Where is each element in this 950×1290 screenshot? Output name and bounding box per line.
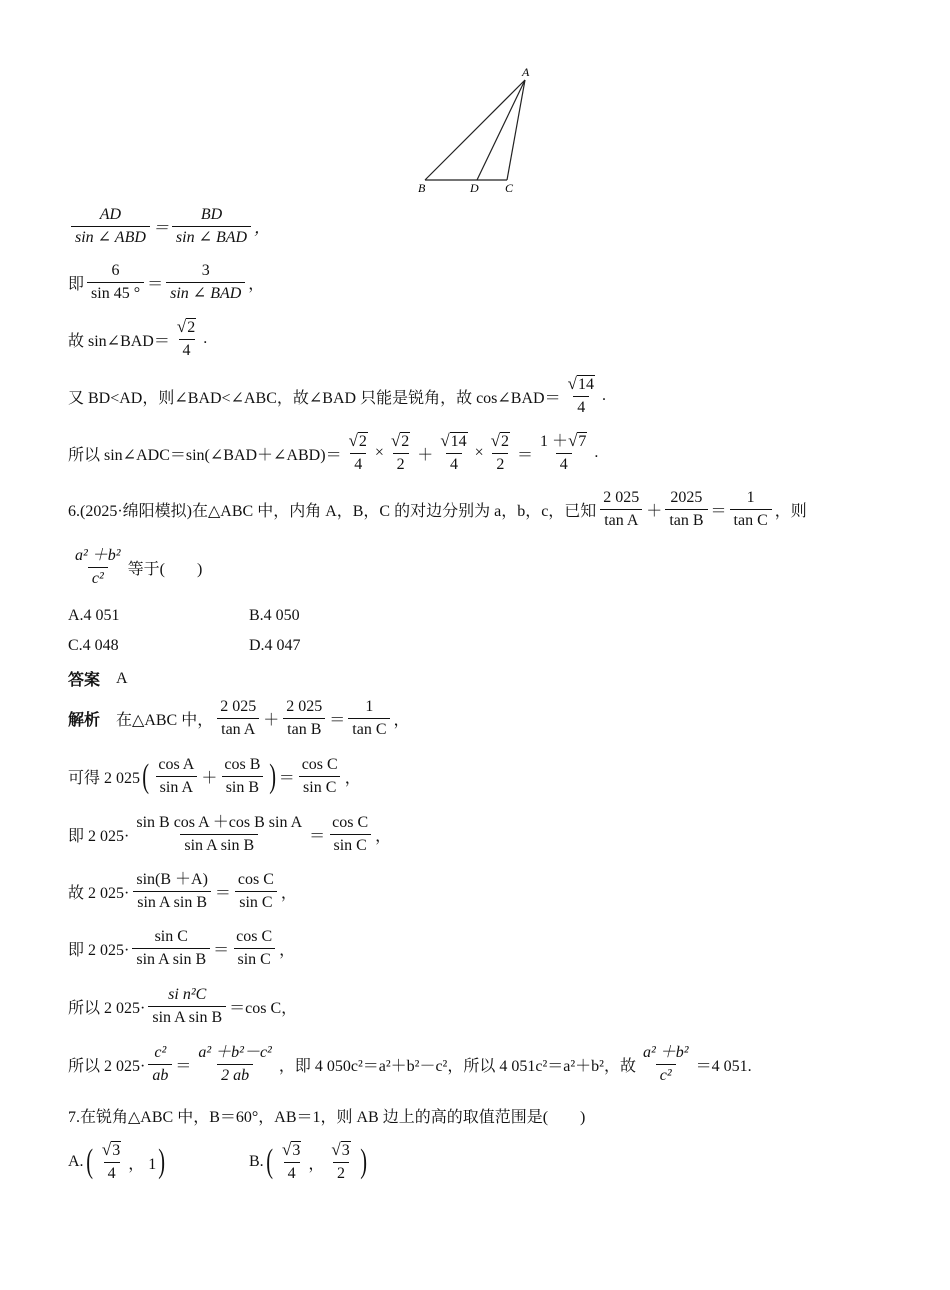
fraction: $\frac{3}{\text{sin ∠ BAD}}$ bbox=[166, 261, 245, 304]
sol5-line1: $\frac{AD}{\text{sin ∠ ABD}}$ ＝ $\frac{BD}{\text{sin ∠ BAD}}$ ， bbox=[68, 205, 270, 248]
q7-option-a[interactable]: A. ( √ 3 4 ， 1 ) bbox=[68, 1140, 166, 1182]
fraction: $\frac{BD}{\text{sin ∠ BAD}}$ bbox=[172, 205, 251, 248]
q6-analysis-1: 解析 在△ABC 中， $\frac{2 025}{\text{tan A}}$ ＋ $\frac{2 025}{\text{tan B}}$ ＝ $\frac{1}{\text{tan C}}$ ， bbox=[68, 698, 410, 738]
q6-analysis-5: 即 2 025· $\frac{\text{sin C}}{\text{sin A sin B}}$ ＝ $\frac{\text{cos C}}{\text{sin C}}$ ， bbox=[68, 928, 296, 968]
q7-stem: 7.在锐角△ABC 中，B＝60°，AB＝1，则 AB 边上的高的取值范围是( ) bbox=[68, 1109, 586, 1126]
q6-stem: 6.(2025·绵阳模拟)在△ABC 中，内角 A，B，C 的对边分别为 a，b，c，已知 $\frac{2 025}{\text{tan A}}$ ＋ $\frac{2025}{\text{tan B}}$ ＝ $\frac{1}{\text{tan C}}$ ，则 bbox=[68, 489, 807, 529]
sol5-line3: 故 sin∠BAD＝ √ 2 4 . bbox=[68, 317, 208, 359]
fraction: $\frac{AD}{\text{sin ∠ ABD}}$ bbox=[71, 205, 150, 248]
q6-option-b[interactable]: B.4 050 bbox=[249, 607, 300, 624]
fraction: $\frac{6}{\sin 45 ^\circ}$ bbox=[87, 261, 144, 304]
q6-option-c[interactable]: C.4 048 bbox=[68, 637, 119, 654]
vertex-b-label: B bbox=[418, 181, 426, 195]
triangle-figure bbox=[410, 62, 540, 202]
q6-analysis-4: 故 2 025· $\frac{\sin(B +A)}{\text{sin A sin B}}$ ＝ $\frac{\text{cos C}}{\text{sin C}}$ ， bbox=[68, 871, 297, 911]
fraction: √ 2 4 bbox=[176, 317, 196, 359]
sol5-line2: 即 $\frac{6}{\sin 45 ^\circ}$ ＝ $\frac{3}{\text{sin ∠ BAD}}$ ， bbox=[68, 262, 265, 302]
q6-analysis-6: 所以 2 025· $\frac{\text{si n²C}}{\text{sin A sin B}}$ ＝cos C， bbox=[68, 986, 298, 1026]
q6-answer: 答案 A bbox=[68, 669, 128, 689]
q6-option-a[interactable]: A.4 051 bbox=[68, 607, 120, 624]
q6-stem-cont: $\frac{\text{a² ＋b²}}{\text{c²}}$ 等于( ) bbox=[75, 547, 203, 587]
q6-analysis-7: 所以 2 025· $\frac{\text{c²}}{ab}$ ＝ $\frac{\text{a² ＋b²－c²}}{2 ab}$ ，即 4 050c²＝a²＋b²－c²，所以 4 051c²＝a²＋b²，故 $\frac{\text{a² ＋b²}}{\text{c²}}$ ＝4 051. bbox=[68, 1044, 752, 1084]
q6-option-d[interactable]: D.4 047 bbox=[249, 637, 301, 654]
vertex-d-label: D bbox=[470, 181, 479, 195]
vertex-a-label: A bbox=[522, 65, 530, 79]
sol5-line5: 所以 sin∠ADC＝sin(∠BAD＋∠ABD)＝ √ 2 4 × √ 2 2 ＋ √ 14 4 × √ 2 2 ＝ 1 ＋ √ 7 4 . bbox=[68, 431, 599, 473]
vertex-c-label: C bbox=[505, 181, 514, 195]
q7-option-b[interactable]: B. ( √ 3 4 ， √ 3 2 ) bbox=[249, 1140, 367, 1182]
fraction: √ 14 4 bbox=[567, 374, 594, 416]
sol5-line4: 又 BD<AD，则∠BAD<∠ABC，故∠BAD 只能是锐角，故 cos∠BAD＝ √ 14 4 . bbox=[68, 374, 606, 416]
q6-analysis-2: 可得 2 025 ( $\frac{\text{cos A}}{\text{sin A}}$ ＋ $\frac{\text{cos B}}{\text{sin B}}$ ) ＝ $\frac{\text{cos C}}{\text{sin C}}$ ， bbox=[68, 756, 361, 796]
q6-analysis-3: 即 2 025· $\frac{\text{sin B cos A ＋cos B sin A}}{\text{sin A sin B}}$ ＝ $\frac{\text{cos C}}{\text{sin C}}$ ， bbox=[68, 814, 392, 854]
